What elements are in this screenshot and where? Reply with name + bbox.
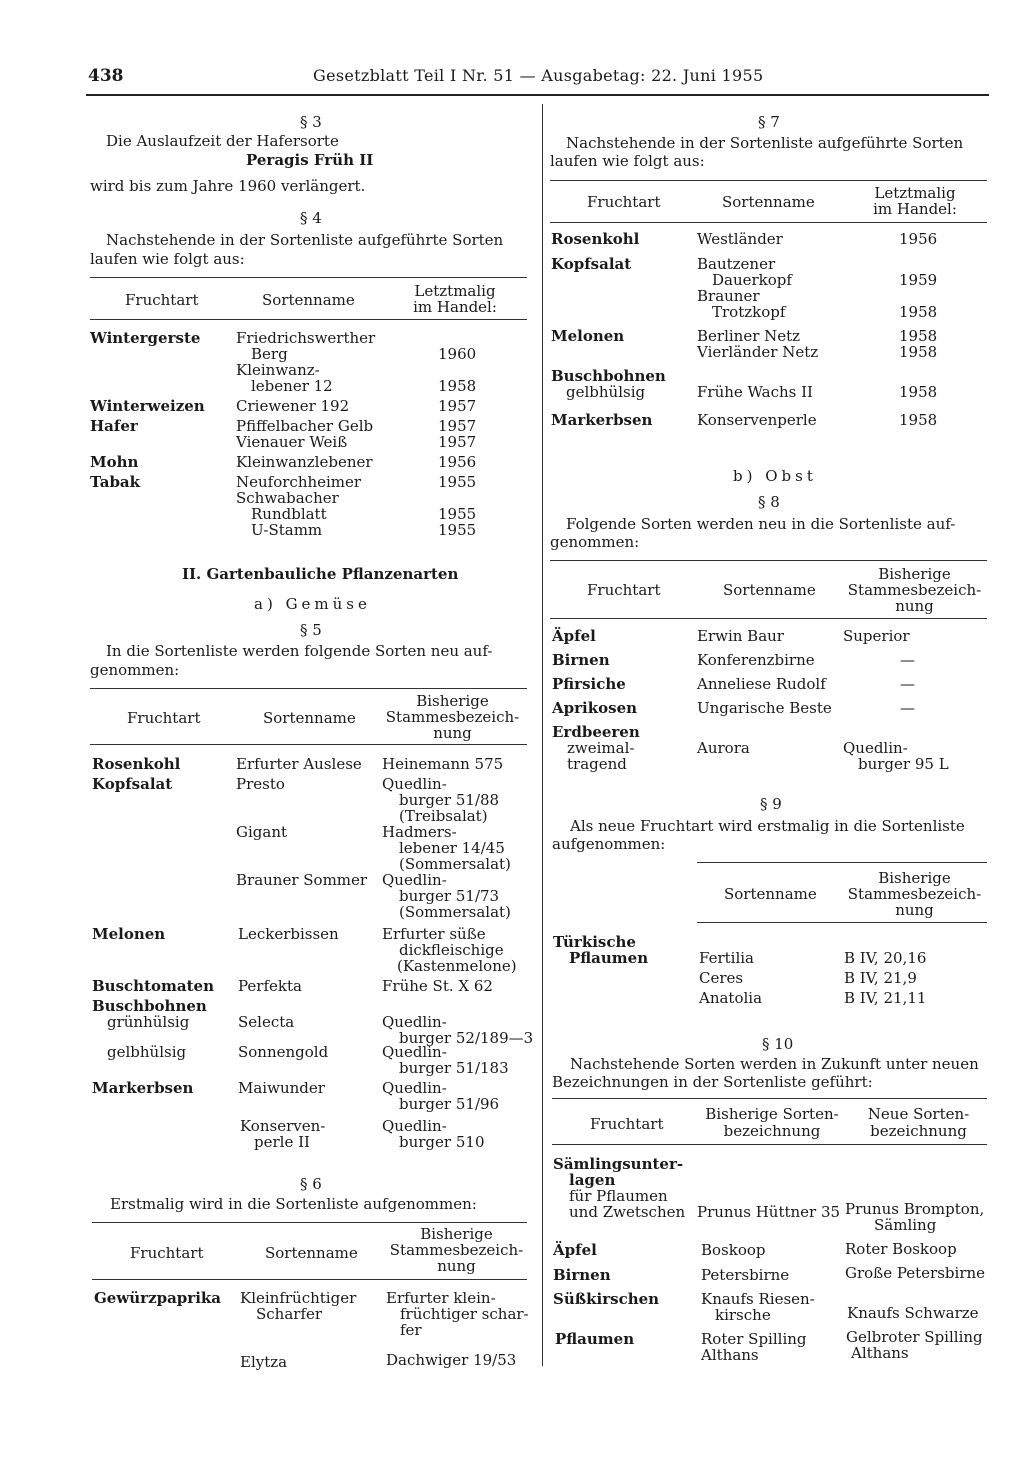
s5-header-fruchtart: Fruchtart bbox=[127, 709, 201, 727]
table-cell-name: Presto bbox=[236, 775, 285, 793]
table-cell-crop: Hafer bbox=[90, 417, 138, 435]
table-cell-crop: Erdbeeren bbox=[552, 723, 640, 741]
table-cell-name: Elytza bbox=[240, 1353, 288, 1371]
table-cell-old: Boskoop bbox=[701, 1241, 766, 1259]
table-cell-name: Rundblatt bbox=[251, 505, 327, 523]
table-cell-year: 1958 bbox=[899, 411, 938, 429]
s6-header-fruchtart: Fruchtart bbox=[130, 1244, 204, 1262]
s3-variety: Peragis Früh II bbox=[246, 151, 374, 169]
s8-intro1: Folgende Sorten werden neu in die Sortenliste auf- bbox=[566, 515, 956, 533]
table-cell-new: Prunus Brompton, bbox=[845, 1200, 985, 1218]
s5-para: § 5 bbox=[300, 621, 322, 639]
s10-intro1: Nachstehende Sorten werden in Zukunft unter neuen bbox=[570, 1055, 979, 1073]
s9-header-bisherige-3: nung bbox=[895, 901, 934, 919]
s3-line1: Die Auslaufzeit der Hafersorte bbox=[106, 132, 339, 150]
table-cell-name: perle II bbox=[254, 1133, 310, 1151]
s9-intro1: Als neue Fruchtart wird erstmalig in die Sortenliste bbox=[570, 817, 965, 835]
table-cell-name: Berliner Netz bbox=[697, 327, 801, 345]
s6-header-bisherige-1: Bisherige bbox=[420, 1225, 493, 1243]
s10-para: § 10 bbox=[762, 1035, 794, 1053]
table-cell-name: Anatolia bbox=[699, 989, 763, 1007]
table-cell-crop: Buschbohnen bbox=[551, 367, 666, 385]
table-cell-old: Prunus Hüttner 35 bbox=[697, 1203, 841, 1221]
table-cell-prev: Quedlin- bbox=[382, 1117, 447, 1135]
table-cell-name: Neuforchheimer bbox=[236, 473, 362, 491]
s9-crop-2: Pflaumen bbox=[569, 949, 649, 967]
s4-header-fruchtart: Fruchtart bbox=[125, 291, 199, 309]
table-cell-crop: Mohn bbox=[90, 453, 139, 471]
s5-header-bisherige-2: Stammesbezeich- bbox=[385, 708, 520, 726]
table-cell-name: Leckerbissen bbox=[238, 925, 339, 943]
table-cell-name: Scharfer bbox=[256, 1305, 323, 1323]
table-cell-name: Kleinwanzlebener bbox=[236, 453, 373, 471]
table-cell-crop: Kopfsalat bbox=[92, 775, 173, 793]
s9-header-sortenname: Sortenname bbox=[724, 885, 817, 903]
s9-header-bisherige-1: Bisherige bbox=[878, 869, 951, 887]
s4-intro1: Nachstehende in der Sortenliste aufgeführte Sorten bbox=[106, 231, 504, 249]
table-cell-old: Knaufs Riesen- bbox=[701, 1290, 815, 1308]
table-cell-year: 1957 bbox=[438, 397, 477, 415]
table-cell-crop: Kopfsalat bbox=[551, 255, 632, 273]
s6-table-top-rule bbox=[92, 1222, 527, 1223]
s6-header-sortenname: Sortenname bbox=[265, 1244, 358, 1262]
table-cell-name: Friedrichswerther bbox=[236, 329, 376, 347]
table-cell-name: Konferenzbirne bbox=[697, 651, 815, 669]
table-cell-prev: fer bbox=[400, 1321, 422, 1339]
table-cell-prev: burger 95 L bbox=[858, 755, 949, 773]
s5-intro2: genommen: bbox=[90, 661, 180, 679]
table-cell-name: Erwin Baur bbox=[697, 627, 784, 645]
table-cell-name: Fertilia bbox=[699, 949, 754, 967]
table-cell-prev: dickfleischige bbox=[399, 941, 504, 959]
s10-header-bisherige-2: bezeichnung bbox=[723, 1122, 821, 1140]
table-cell-prev: — bbox=[900, 699, 915, 717]
section-heading: II. Gartenbauliche Pflanzenarten bbox=[182, 565, 459, 583]
table-cell-old: kirsche bbox=[715, 1306, 771, 1324]
s4-header-letztmalig-1: Letztmalig bbox=[414, 282, 496, 300]
table-cell-crop: und Zwetschen bbox=[569, 1203, 686, 1221]
table-cell-prev: Erfurter süße bbox=[382, 925, 486, 943]
table-cell-name: Erfurter Auslese bbox=[236, 755, 362, 773]
s3-line2: wird bis zum Jahre 1960 verlängert. bbox=[90, 177, 366, 195]
table-cell-prev: Frühe St. X 62 bbox=[382, 977, 493, 995]
table-cell-name: Frühe Wachs II bbox=[697, 383, 813, 401]
table-cell-prev: (Sommersalat) bbox=[399, 903, 511, 921]
s4-table-top-rule bbox=[90, 277, 527, 278]
page-number: 438 bbox=[88, 66, 124, 86]
table-cell-crop: Äpfel bbox=[552, 627, 596, 645]
table-cell-name: Brauner Sommer bbox=[236, 871, 368, 889]
table-cell-name: Perfekta bbox=[238, 977, 302, 995]
table-cell-name: Bautzener bbox=[697, 255, 776, 273]
s7-header-sortenname: Sortenname bbox=[722, 193, 815, 211]
table-cell-prev: B IV, 21,9 bbox=[844, 969, 917, 987]
s4-para: § 4 bbox=[300, 209, 322, 227]
table-cell-crop: Winterweizen bbox=[90, 397, 205, 415]
table-cell-new: Roter Boskoop bbox=[845, 1240, 957, 1258]
table-cell-prev: B IV, 21,11 bbox=[844, 989, 927, 1007]
table-cell-prev: burger 51/183 bbox=[399, 1059, 509, 1077]
s9-para: § 9 bbox=[760, 795, 782, 813]
table-cell-prev: — bbox=[900, 651, 915, 669]
s7-table-top-rule bbox=[550, 180, 987, 181]
table-cell-year: 1958 bbox=[438, 377, 477, 395]
table-cell-crop: gelbhülsig bbox=[566, 383, 646, 401]
table-cell-crop: Süßkirschen bbox=[553, 1290, 660, 1308]
s10-header-neue-2: bezeichnung bbox=[870, 1122, 967, 1140]
table-cell-prev: burger 52/189—3 bbox=[399, 1029, 534, 1047]
table-cell-year: 1960 bbox=[438, 345, 477, 363]
s7-table-header-rule bbox=[550, 222, 987, 223]
table-cell-new: Althans bbox=[851, 1344, 909, 1362]
s7-para: § 7 bbox=[758, 113, 780, 131]
s7-header-letztmalig-1: Letztmalig bbox=[874, 184, 956, 202]
s7-header-fruchtart: Fruchtart bbox=[587, 193, 661, 211]
table-cell-name: Criewener 192 bbox=[236, 397, 350, 415]
table-cell-name: Kleinwanz- bbox=[236, 361, 320, 379]
table-cell-crop: Wintergerste bbox=[90, 329, 201, 347]
table-cell-old: Petersbirne bbox=[701, 1266, 790, 1284]
table-cell-year: 1958 bbox=[899, 383, 938, 401]
table-cell-crop: Melonen bbox=[551, 327, 625, 345]
s4-header-sortenname: Sortenname bbox=[262, 291, 355, 309]
table-cell-year: 1955 bbox=[438, 505, 477, 523]
table-cell-prev: (Sommersalat) bbox=[399, 855, 511, 873]
table-cell-prev: Quedlin- bbox=[382, 775, 447, 793]
table-cell-crop: tragend bbox=[567, 755, 627, 773]
table-cell-name: Vierländer Netz bbox=[697, 343, 819, 361]
subsection-heading-obst: b) Obst bbox=[733, 467, 817, 485]
table-cell-crop: Äpfel bbox=[553, 1241, 597, 1259]
table-cell-prev: burger 51/73 bbox=[399, 887, 500, 905]
s10-header-bisherige-1: Bisherige Sorten- bbox=[705, 1105, 839, 1123]
table-cell-crop: Pflaumen bbox=[555, 1330, 635, 1348]
table-cell-crop: Melonen bbox=[92, 925, 166, 943]
s5-table-top-rule bbox=[90, 688, 527, 689]
s8-table-header-rule bbox=[550, 618, 987, 619]
s8-para: § 8 bbox=[758, 493, 780, 511]
table-cell-name: Pfiffelbacher Gelb bbox=[236, 417, 374, 435]
table-cell-prev: Superior bbox=[843, 627, 910, 645]
s5-table-header-rule bbox=[90, 744, 527, 745]
table-cell-prev: Quedlin- bbox=[382, 1043, 447, 1061]
table-cell-year: 1958 bbox=[899, 303, 938, 321]
table-cell-name: U-Stamm bbox=[251, 521, 323, 539]
table-cell-prev: lebener 14/45 bbox=[399, 839, 505, 857]
table-cell-prev: früchtiger schar- bbox=[400, 1305, 529, 1323]
table-cell-year: 1957 bbox=[438, 433, 477, 451]
s4-header-letztmalig-2: im Handel: bbox=[413, 298, 497, 316]
s9-header-bisherige-2: Stammesbezeich- bbox=[847, 885, 982, 903]
table-cell-name: Sonnengold bbox=[238, 1043, 329, 1061]
table-cell-new: Sämling bbox=[874, 1216, 937, 1234]
s5-header-sortenname: Sortenname bbox=[263, 709, 356, 727]
s10-intro2: Bezeichnungen in der Sortenliste geführt: bbox=[552, 1073, 873, 1091]
s5-intro1: In die Sortenliste werden folgende Sorten neu auf- bbox=[106, 642, 493, 660]
table-cell-prev: Heinemann 575 bbox=[382, 755, 504, 773]
table-cell-crop: Buschbohnen bbox=[92, 997, 207, 1015]
table-cell-prev: Erfurter klein- bbox=[386, 1289, 496, 1307]
s4-intro2: laufen wie folgt aus: bbox=[90, 250, 245, 268]
table-cell-new: Gelbroter Spilling bbox=[846, 1328, 983, 1346]
table-cell-year: 1955 bbox=[438, 521, 477, 539]
page-header-title: Gesetzblatt Teil I Nr. 51 — Ausgabetag: 22. Juni 1955 bbox=[313, 66, 764, 85]
table-cell-name: Berg bbox=[251, 345, 288, 363]
s7-intro1: Nachstehende in der Sortenliste aufgeführte Sorten bbox=[566, 134, 964, 152]
table-cell-year: 1958 bbox=[899, 343, 938, 361]
table-cell-name: Dauerkopf bbox=[712, 271, 792, 289]
table-cell-crop: Sämlingsunter- bbox=[553, 1155, 684, 1173]
s4-table-header-rule bbox=[90, 319, 527, 320]
table-cell-crop: Rosenkohl bbox=[551, 230, 640, 248]
table-cell-crop: Tabak bbox=[90, 473, 141, 491]
table-cell-new: Große Petersbirne bbox=[845, 1264, 986, 1282]
table-cell-name: Ceres bbox=[699, 969, 744, 987]
table-cell-prev: Quedlin- bbox=[843, 739, 908, 757]
table-cell-year: 1955 bbox=[438, 473, 477, 491]
table-cell-name: Anneliese Rudolf bbox=[697, 675, 826, 693]
table-cell-prev: burger 510 bbox=[399, 1133, 485, 1151]
table-cell-prev: Quedlin- bbox=[382, 871, 447, 889]
table-cell-old: Althans bbox=[701, 1346, 759, 1364]
table-cell-crop: grünhülsig bbox=[107, 1013, 190, 1031]
table-cell-prev: Quedlin- bbox=[382, 1013, 447, 1031]
s9-intro2: aufgenommen: bbox=[552, 835, 666, 853]
header-rule bbox=[86, 94, 989, 96]
table-cell-prev: B IV, 20,16 bbox=[844, 949, 927, 967]
s3-para: § 3 bbox=[300, 113, 322, 131]
table-cell-crop: Pfirsiche bbox=[552, 675, 626, 693]
table-cell-crop: Markerbsen bbox=[551, 411, 653, 429]
table-cell-name: Vienauer Weiß bbox=[236, 433, 348, 451]
table-cell-crop: Buschtomaten bbox=[92, 977, 214, 995]
table-cell-prev: (Treibsalat) bbox=[399, 807, 488, 825]
table-cell-name: Trotzkopf bbox=[712, 303, 786, 321]
table-cell-name: Konservenperle bbox=[697, 411, 817, 429]
table-cell-crop: Gewürzpaprika bbox=[94, 1289, 222, 1307]
s8-header-fruchtart: Fruchtart bbox=[587, 581, 661, 599]
table-cell-new: Knaufs Schwarze bbox=[847, 1304, 979, 1322]
s6-header-bisherige-2: Stammesbezeich- bbox=[389, 1241, 524, 1259]
s6-header-bisherige-3: nung bbox=[437, 1257, 476, 1275]
table-cell-year: 1957 bbox=[438, 417, 477, 435]
table-cell-crop: Birnen bbox=[552, 651, 610, 669]
table-cell-crop: Rosenkohl bbox=[92, 755, 181, 773]
table-cell-name: Brauner bbox=[697, 287, 760, 305]
table-cell-crop: für Pflaumen bbox=[569, 1187, 668, 1205]
s9-crop-1: Türkische bbox=[553, 933, 636, 951]
s10-header-fruchtart: Fruchtart bbox=[590, 1115, 664, 1133]
table-cell-year: 1959 bbox=[899, 271, 938, 289]
s10-table-top-rule bbox=[552, 1098, 987, 1099]
subsection-heading-gemuese: a) Gemüse bbox=[254, 595, 371, 613]
s5-header-bisherige-3: nung bbox=[433, 724, 472, 742]
table-cell-name: Kleinfrüchtiger bbox=[240, 1289, 357, 1307]
table-cell-name: Schwabacher bbox=[236, 489, 339, 507]
table-cell-crop: Markerbsen bbox=[92, 1079, 194, 1097]
table-cell-crop: gelbhülsig bbox=[107, 1043, 187, 1061]
column-divider bbox=[542, 104, 543, 1366]
table-cell-year: 1958 bbox=[899, 327, 938, 345]
s8-header-bisherige-3: nung bbox=[895, 597, 934, 615]
s7-header-letztmalig-2: im Handel: bbox=[873, 200, 957, 218]
s10-table-header-rule bbox=[552, 1144, 987, 1145]
s10-header-neue-1: Neue Sorten- bbox=[867, 1105, 970, 1123]
table-cell-prev: Quedlin- bbox=[382, 1079, 447, 1097]
table-cell-prev: burger 51/96 bbox=[399, 1095, 500, 1113]
table-cell-prev: Dachwiger 19/53 bbox=[386, 1351, 517, 1369]
table-cell-crop: zweimal- bbox=[567, 739, 635, 757]
s6-intro: Erstmalig wird in die Sortenliste aufgenommen: bbox=[110, 1195, 477, 1213]
table-cell-prev: — bbox=[900, 675, 915, 693]
s9-table-top-rule bbox=[697, 862, 987, 863]
table-cell-name: Maiwunder bbox=[238, 1079, 325, 1097]
table-cell-crop: Aprikosen bbox=[552, 699, 638, 717]
table-cell-prev: (Kastenmelone) bbox=[397, 957, 517, 975]
s8-header-bisherige-1: Bisherige bbox=[878, 565, 951, 583]
table-cell-crop: Birnen bbox=[553, 1266, 611, 1284]
table-cell-crop: lagen bbox=[569, 1171, 616, 1189]
s8-header-bisherige-2: Stammesbezeich- bbox=[847, 581, 982, 599]
s5-header-bisherige-1: Bisherige bbox=[416, 692, 489, 710]
table-cell-name: Westländer bbox=[697, 230, 783, 248]
table-cell-year: 1956 bbox=[899, 230, 938, 248]
s6-table-header-rule bbox=[92, 1279, 527, 1280]
s8-header-sortenname: Sortenname bbox=[723, 581, 816, 599]
table-cell-name: Ungarische Beste bbox=[697, 699, 832, 717]
s7-intro2: laufen wie folgt aus: bbox=[550, 152, 705, 170]
table-cell-name: lebener 12 bbox=[251, 377, 333, 395]
table-cell-old: Roter Spilling bbox=[701, 1330, 807, 1348]
s8-intro2: genommen: bbox=[550, 533, 640, 551]
table-cell-year: 1956 bbox=[438, 453, 477, 471]
table-cell-name: Aurora bbox=[697, 739, 750, 757]
table-cell-name: Selecta bbox=[238, 1013, 295, 1031]
s8-table-top-rule bbox=[550, 560, 987, 561]
table-cell-prev: burger 51/88 bbox=[399, 791, 500, 809]
s6-para: § 6 bbox=[300, 1175, 322, 1193]
table-cell-name: Konserven- bbox=[240, 1117, 326, 1135]
table-cell-prev: Hadmers- bbox=[382, 823, 457, 841]
s9-table-header-rule bbox=[697, 922, 987, 923]
table-cell-name: Gigant bbox=[236, 823, 288, 841]
